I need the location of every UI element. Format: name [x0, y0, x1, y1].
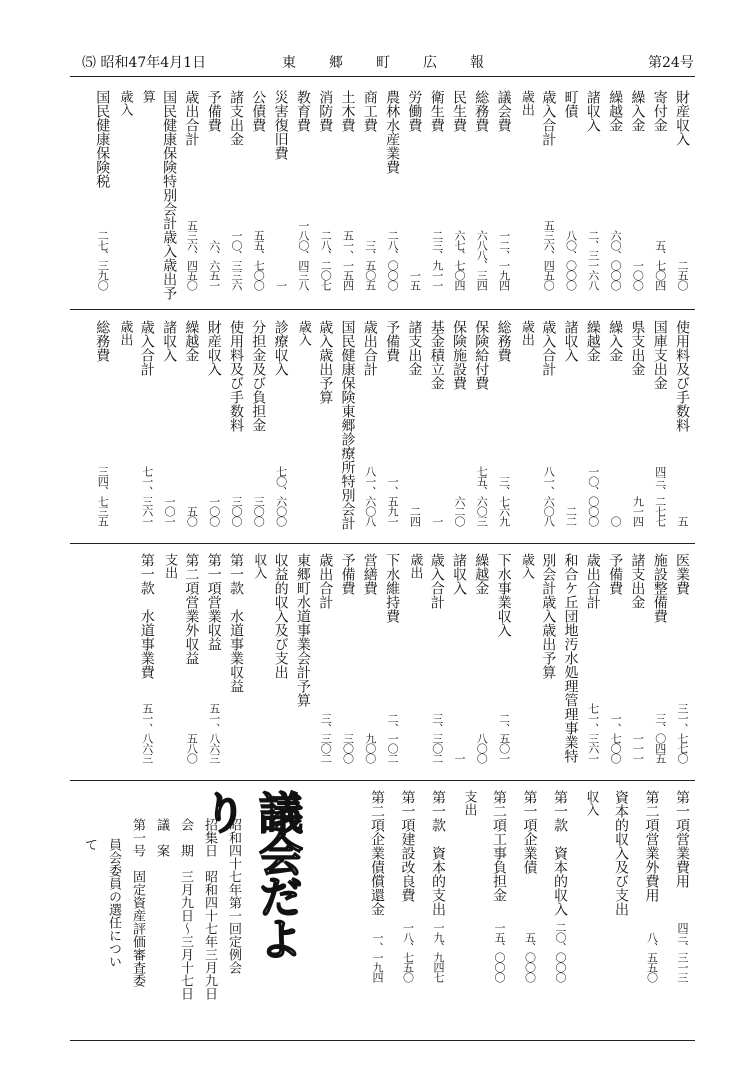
budget-item-label: 第一項営業費用: [674, 790, 690, 888]
budget-item-label: 算: [139, 90, 155, 103]
budget-row: [382, 90, 402, 290]
budget-row: [204, 320, 224, 526]
budget-item-label: 第二項営業外収益: [183, 553, 200, 665]
budget-item-label: 総務費: [473, 90, 490, 132]
budget-item-label: 予備費: [384, 320, 401, 362]
budget-row: [672, 553, 692, 763]
budget-row: [494, 320, 514, 526]
budget-item-amount: 八〇〇: [475, 733, 489, 763]
budget-row: [382, 320, 402, 526]
budget-item-amount: 五三六、四五〇: [185, 220, 199, 290]
budget-item-label: 収入: [583, 790, 599, 816]
budget-item-amount: 五: [676, 516, 689, 526]
budget-row: [181, 90, 201, 290]
budget-item-label: 国庫支出金: [651, 320, 668, 390]
budget-item-label: 歳出合計: [183, 90, 200, 146]
budget-item-amount: 八〇、〇〇〇: [564, 230, 578, 290]
budget-item-label: 繰越金: [183, 320, 200, 362]
budget-row: [581, 790, 601, 982]
budget-row: [204, 553, 224, 763]
budget-row: [398, 790, 418, 982]
budget-item-amount: 〇: [609, 516, 623, 526]
budget-item-label: 民生費: [451, 90, 467, 132]
budget-row: [583, 553, 603, 763]
budget-item-amount: 一〇〇: [631, 260, 645, 290]
budget-item-label: 諸収入: [584, 90, 601, 132]
rule-mid: [70, 309, 695, 310]
budget-row: [459, 790, 479, 982]
budget-row: [471, 90, 491, 290]
budget-row: [642, 790, 662, 982]
budget-item-amount: 二八、二〇七: [319, 230, 333, 290]
budget-item-label: 歳出: [117, 320, 133, 346]
budget-item-label: 公債費: [250, 90, 267, 132]
clinic-sewer-water-block: [78, 553, 692, 763]
budget-item-amount: 一八〇、四三八: [296, 220, 310, 290]
budget-item-label: 使用料及び手数料: [228, 320, 244, 432]
budget-row: [159, 90, 179, 300]
budget-row: [520, 790, 540, 982]
budget-item-amount: 七〇、六〇〇: [274, 466, 288, 526]
nhi-budget-block: [78, 320, 692, 530]
budget-item-label: 第一款 資本的収入: [552, 790, 568, 916]
budget-row: [115, 320, 135, 526]
budget-row: [427, 553, 447, 763]
budget-row: [338, 90, 358, 290]
budget-row: [226, 320, 246, 526]
budget-item-label: 繰越金: [473, 553, 490, 595]
budget-item-label: 歳入歳出予算: [317, 320, 334, 404]
budget-row: [367, 790, 387, 982]
budget-item-label: 第一款 水道事業費: [138, 553, 155, 679]
budget-item-amount: 一、七〇〇: [609, 713, 623, 763]
budget-row: [449, 320, 469, 526]
budget-item-amount: 三、三〇二: [430, 713, 444, 763]
budget-item-amount: 一〇〇: [207, 496, 221, 526]
budget-item-amount: 七一、三六一: [140, 466, 154, 526]
budget-item-label: 使用料及び手数料: [674, 320, 690, 432]
budget-row: [672, 320, 692, 526]
general-budget-block: [78, 90, 692, 300]
budget-item-amount: 三、七六九: [497, 476, 511, 526]
water-capital-block: [78, 790, 692, 982]
budget-item-amount: 三一、七七〇: [676, 703, 689, 763]
budget-item-amount: 二四: [408, 506, 422, 526]
budget-item-label: 土木費: [339, 90, 356, 132]
budget-item-amount: 九〇〇: [363, 733, 377, 763]
budget-item-amount: 七五、六〇三: [475, 466, 489, 526]
budget-item-label: 教育費: [294, 90, 311, 132]
budget-item-label: 医業費: [674, 553, 690, 595]
budget-item-label: 諸支出金: [406, 320, 423, 376]
budget-item-label: 東郷町水道事業会計予算: [294, 553, 311, 707]
budget-row: [427, 90, 447, 290]
budget-row: [181, 553, 201, 763]
budget-row: [672, 790, 692, 982]
budget-item-label: 歳入: [117, 90, 133, 116]
budget-item-label: 診療収入: [272, 320, 289, 376]
budget-item-label: 歳入合計: [138, 320, 155, 376]
budget-item-label: 支出: [461, 790, 477, 816]
budget-item-label: 施設整備費: [651, 553, 668, 623]
budget-item-label: 衛生費: [428, 90, 445, 132]
budget-row: [650, 320, 670, 526]
header-left: ⑸ 昭和47年4月1日: [82, 55, 207, 71]
budget-row: [494, 553, 514, 763]
budget-item-label: 国民健康保険東郷診療所特別会計: [339, 320, 356, 530]
budget-item-amount: 七一、三六一: [586, 703, 600, 763]
budget-row: [404, 90, 424, 290]
budget-item-label: 町債: [562, 90, 579, 118]
budget-item-amount: 二八、〇〇〇: [386, 230, 400, 290]
budget-item-label: 予備費: [339, 553, 356, 595]
budget-row: [159, 320, 179, 526]
budget-item-amount: 三、三〇二: [319, 713, 333, 763]
budget-row: [92, 90, 112, 290]
budget-item-label: 別会計歳入歳出予算: [540, 553, 557, 679]
budget-item-amount: 一二、一九四: [497, 230, 511, 290]
budget-row: [181, 320, 201, 526]
budget-item-label: 農林水産業費: [384, 90, 401, 174]
budget-row: [561, 90, 581, 290]
budget-row: [248, 320, 268, 526]
budget-item-amount: 二三、九一一: [430, 230, 444, 290]
budget-item-label: 財産収入: [205, 320, 222, 376]
assembly-line: 昭和四十七年第一回定例会: [226, 818, 241, 974]
budget-row: [204, 90, 224, 290]
budget-row: [516, 90, 536, 290]
budget-item-label: 国民健康保険特別会計歳入歳出予: [161, 90, 178, 300]
assembly-line: 招集日 昭和四十七年三月九日: [202, 818, 217, 1000]
budget-row: [627, 553, 647, 763]
budget-item-amount: 六二〇: [453, 496, 466, 526]
budget-item-label: 収益的収入及び支出: [272, 553, 289, 679]
budget-item-label: 歳出: [407, 553, 423, 579]
assembly-line: 員会委員の選任につい: [106, 838, 121, 968]
budget-item-amount: 一〇、〇〇〇: [586, 466, 600, 526]
budget-row: [226, 90, 246, 290]
budget-item-label: 歳入合計: [540, 90, 557, 146]
budget-item-label: 諸収入: [451, 553, 467, 595]
budget-item-label: 歳出: [518, 90, 534, 116]
budget-row: [583, 320, 603, 526]
budget-item-amount: 一一一: [631, 733, 645, 763]
budget-item-amount: 一、五九一: [386, 476, 400, 526]
budget-item-label: 繰入金: [607, 320, 624, 362]
budget-item-label: 繰越金: [584, 320, 601, 362]
budget-row: [338, 320, 358, 530]
budget-item-amount: 五、〇〇〇: [523, 932, 537, 982]
budget-item-label: 歳出合計: [584, 553, 601, 609]
budget-row: [672, 90, 692, 290]
budget-item-amount: 八、五五〇: [645, 932, 659, 982]
budget-item-amount: 三四、七三五: [96, 466, 110, 526]
budget-item-amount: 六七、七〇四: [453, 230, 466, 290]
budget-item-label: 資本的収入及び支出: [613, 790, 629, 916]
rule-mid: [70, 780, 695, 781]
budget-item-label: 第一款 水道事業収益: [228, 553, 244, 693]
budget-row: [271, 90, 291, 290]
budget-item-amount: 一〇、三三六: [230, 230, 243, 290]
budget-row: [226, 553, 246, 763]
budget-item-amount: 二二: [564, 506, 578, 526]
budget-item-label: 保険給付費: [473, 320, 490, 390]
budget-row: [315, 320, 335, 526]
budget-row: [427, 320, 447, 526]
budget-item-label: 和合ケ丘団地汚水処理管理事業特: [562, 553, 579, 763]
budget-row: [360, 90, 380, 290]
budget-item-label: 第一項建設改良費: [399, 790, 416, 902]
budget-row: [516, 320, 536, 526]
budget-row: [583, 90, 603, 290]
budget-row: [271, 553, 291, 763]
budget-row: [650, 553, 670, 763]
budget-row: [404, 320, 424, 526]
budget-item-amount: 五、七〇四: [653, 240, 667, 290]
budget-row: [605, 553, 625, 763]
budget-item-label: 保険施設費: [451, 320, 467, 390]
budget-row: [471, 320, 491, 526]
budget-item-label: 予備費: [205, 90, 222, 132]
budget-item-label: 消防費: [317, 90, 334, 132]
budget-item-amount: 五一、八六三: [207, 703, 221, 763]
budget-item-amount: 一、一九四: [371, 932, 384, 982]
budget-item-amount: 六、六五一: [207, 240, 221, 290]
budget-item-label: 第二項工事負担金: [491, 790, 507, 902]
budget-item-label: 第一項営業収益: [205, 553, 222, 651]
budget-row: [428, 790, 448, 982]
budget-row: [449, 553, 469, 763]
budget-item-label: 支出: [162, 553, 178, 579]
budget-row: [605, 320, 625, 526]
budget-item-label: 国民健康保険税: [94, 90, 111, 188]
budget-item-label: 寄付金: [651, 90, 668, 132]
budget-item-label: 第一款 資本的支出: [430, 790, 446, 916]
budget-item-label: 総務費: [495, 320, 512, 362]
assembly-line: て: [82, 838, 97, 851]
budget-item-amount: 八一、六〇八: [363, 466, 377, 526]
budget-item-amount: 五一、八六三: [140, 703, 154, 763]
budget-row: [561, 553, 581, 763]
budget-item-label: 歳出合計: [361, 320, 378, 376]
budget-item-amount: 六〇、〇〇〇: [609, 230, 623, 290]
budget-row: [315, 553, 335, 763]
budget-item-label: 県支出金: [629, 320, 646, 376]
budget-row: [315, 90, 335, 290]
budget-row: [650, 90, 670, 290]
budget-item-label: 繰越金: [607, 90, 624, 132]
budget-item-label: 諸支出金: [629, 553, 646, 609]
budget-item-label: 総務費: [94, 320, 111, 362]
budget-item-amount: 二、三一六八: [586, 230, 600, 290]
budget-item-label: 議会費: [495, 90, 512, 132]
budget-row: [137, 553, 157, 763]
budget-item-label: 予備費: [607, 553, 624, 595]
budget-row: [137, 320, 157, 526]
budget-item-label: 繰入金: [629, 90, 646, 132]
budget-item-label: 諸収入: [161, 320, 178, 362]
budget-item-label: 災害復旧費: [272, 90, 289, 160]
budget-item-label: 収入: [251, 553, 267, 579]
budget-row: [627, 90, 647, 290]
budget-item-amount: 一五、〇〇〇: [493, 922, 506, 982]
budget-item-amount: 五五、七〇〇: [252, 230, 266, 290]
budget-item-label: 歳入合計: [540, 320, 557, 376]
assembly-line: 議 案: [154, 818, 169, 857]
budget-row: [248, 553, 268, 763]
budget-item-amount: 五八〇: [185, 733, 199, 763]
budget-item-amount: 五〇: [185, 506, 199, 526]
rule-bottom: [70, 1040, 695, 1041]
budget-item-amount: 一〇一: [163, 496, 177, 526]
budget-item-amount: 三、〇四五: [653, 713, 667, 763]
budget-item-label: 労働費: [406, 90, 423, 132]
budget-item-label: 歳入: [518, 553, 534, 579]
budget-row: [516, 553, 536, 763]
budget-item-amount: 四三、二七七: [653, 466, 667, 526]
newsletter-title: 東郷町広報: [282, 55, 517, 71]
budget-item-amount: 三〇〇: [252, 496, 266, 526]
budget-item-label: 第二項営業外費用: [643, 790, 660, 902]
budget-row: [159, 553, 179, 763]
budget-item-amount: 一: [274, 280, 288, 290]
budget-item-label: 諸収入: [562, 320, 579, 362]
rule-top: [70, 76, 695, 77]
budget-row: [494, 90, 514, 290]
budget-item-label: 下水事業収入: [495, 553, 512, 637]
budget-item-amount: 一九、九四七: [432, 922, 445, 982]
budget-item-amount: 一: [453, 753, 466, 763]
budget-item-label: 下水維持費: [384, 553, 401, 623]
budget-item-label: 歳出合計: [317, 553, 334, 609]
budget-item-label: 歳入合計: [428, 553, 445, 609]
budget-item-amount: 一五: [408, 270, 422, 290]
budget-row: [293, 553, 313, 763]
budget-row: [538, 553, 558, 763]
budget-item-amount: 六八八、三四: [475, 230, 489, 290]
budget-row: [137, 90, 157, 290]
budget-row: [449, 90, 469, 290]
budget-item-label: 営繕費: [361, 553, 378, 595]
budget-item-amount: 一八、七五〇: [401, 922, 415, 982]
budget-row: [538, 90, 558, 290]
budget-item-amount: 五三六、四五〇: [542, 220, 556, 290]
budget-item-label: 商工費: [361, 90, 378, 132]
budget-item-amount: 二、五〇一: [497, 713, 511, 763]
rule-mid: [70, 543, 695, 544]
budget-item-amount: 二、一〇二: [386, 713, 400, 763]
budget-row: [360, 320, 380, 526]
budget-item-label: 諸支出金: [228, 90, 244, 146]
budget-item-amount: 五一、一五四: [341, 230, 355, 290]
budget-row: [360, 553, 380, 763]
budget-row: [561, 320, 581, 526]
budget-item-label: 歳入: [295, 320, 311, 346]
budget-row: [115, 90, 135, 290]
budget-row: [471, 553, 491, 763]
budget-row: [92, 320, 112, 526]
budget-item-amount: 三〇〇: [341, 733, 355, 763]
budget-item-label: 基金積立金: [428, 320, 445, 390]
budget-row: [489, 790, 509, 982]
budget-item-amount: 一: [430, 516, 444, 526]
budget-item-label: 分担金及び負担金: [250, 320, 267, 432]
budget-item-amount: 八一、六〇八: [542, 466, 556, 526]
budget-row: [627, 320, 647, 526]
assembly-line: 会 期 三月九日～三月十七日: [178, 818, 193, 1000]
budget-row: [293, 320, 313, 526]
budget-row: [538, 320, 558, 526]
budget-item-amount: 三〇〇: [230, 496, 243, 526]
budget-item-amount: 二〇、〇〇〇: [554, 922, 567, 982]
budget-row: [550, 790, 570, 982]
budget-row: [404, 553, 424, 763]
budget-item-amount: 三、五〇五: [363, 240, 377, 290]
budget-row: [611, 790, 631, 982]
issue-number: 第24号: [648, 55, 694, 71]
budget-item-label: 第一項企業債: [521, 790, 538, 874]
assembly-line: 第一号 固定資産評価審査委: [130, 818, 145, 987]
budget-item-amount: 二七、三九〇: [96, 230, 110, 290]
budget-row: [382, 553, 402, 763]
budget-row: [338, 553, 358, 763]
budget-item-amount: 四三、三一三: [676, 922, 689, 982]
budget-item-label: 第二項企業債償還金: [369, 790, 385, 916]
budget-item-label: 財産収入: [674, 90, 690, 146]
budget-row: [293, 90, 313, 290]
budget-row: [271, 320, 291, 526]
budget-row: [605, 90, 625, 290]
budget-row: [248, 90, 268, 290]
budget-item-amount: 二五〇: [676, 260, 689, 290]
budget-item-label: 歳出: [518, 320, 534, 346]
budget-item-amount: 九一四: [631, 496, 645, 526]
assembly-news-title: 議会だより: [195, 790, 302, 958]
